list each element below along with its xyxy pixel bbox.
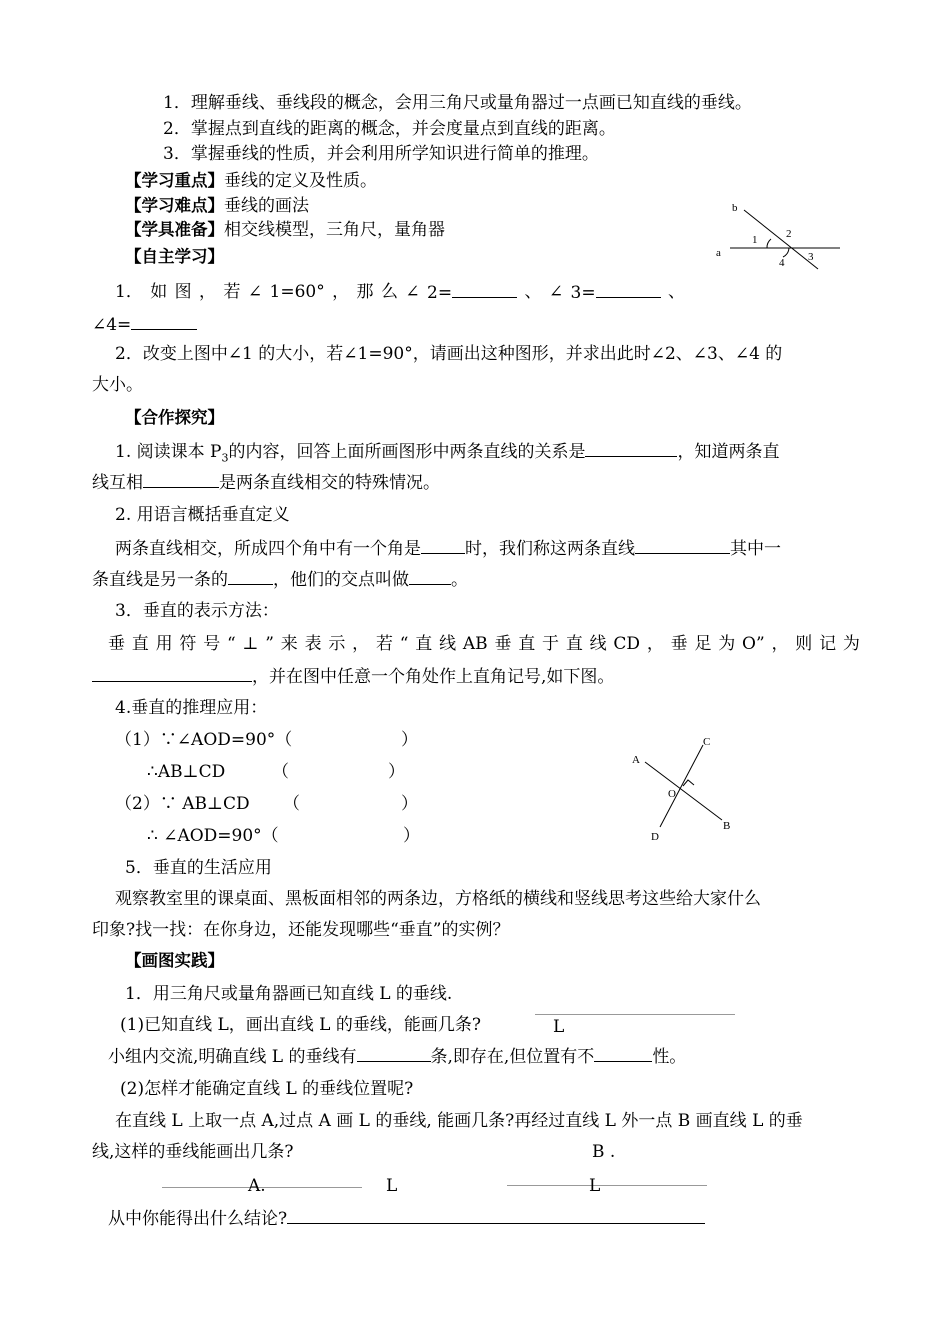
q1-part: 、: [668, 282, 685, 302]
label-L-1: L: [553, 1017, 565, 1037]
q1-part: 3=: [571, 281, 661, 304]
tools-label: 【学具准备】: [125, 220, 224, 239]
practice-q1: 1．用三角尺或量角器画已知直线 L 的垂线.: [125, 984, 453, 1004]
q1-part: 那: [356, 282, 374, 302]
coop-q1-line2: 线互相 是两条直线相交的特殊情况。: [92, 473, 440, 493]
reason-3: （2）∵ AB⊥CD: [115, 794, 250, 814]
key-point-text: 垂线的定义及性质。: [224, 171, 377, 191]
q1-part: 2=: [427, 281, 517, 304]
blank-angle-3[interactable]: [596, 281, 661, 298]
objective-3: 3．掌握垂线的性质，并会利用所学知识进行简单的推理。: [163, 144, 599, 164]
q1-part: ，: [199, 282, 217, 302]
blank-angle-4[interactable]: [131, 313, 197, 330]
practice-q1b-line2: 线,这样的垂线能画出几条?: [92, 1142, 294, 1162]
coop-q5-line1: 观察教室里的课桌面、黑板面相邻的两条边，方格纸的横线和竖线思考这些给大家什么: [115, 889, 761, 909]
angle-label-3: 3: [808, 251, 814, 263]
blank-mutually[interactable]: [143, 471, 219, 488]
q1-part: ∠: [247, 282, 263, 302]
line-L-3: [507, 1185, 707, 1186]
angle-arc-3: [783, 248, 789, 257]
coop-q1-line1: 1. 阅读课本 $P_3$的内容，回答上面所画图形中两条直线的关系是 ，知道两条直: [115, 442, 780, 465]
perpendicular-lines-figure: [620, 725, 750, 850]
q1-part: 1=60°: [269, 282, 325, 302]
reason-2: ∴AB⊥CD: [147, 762, 226, 782]
blank-property[interactable]: [594, 1045, 652, 1062]
coop-q4: 4.垂直的推理应用：: [115, 698, 268, 718]
angle-label-4: 4: [779, 257, 785, 269]
objective-2: 2．掌握点到直线的距离的概念，并会度量点到直线的距离。: [163, 119, 616, 139]
practice-heading: 【画图实践】: [125, 951, 224, 970]
difficulty: [125, 195, 309, 217]
label-b: b: [732, 202, 738, 214]
difficulty-label: 【学习难点】: [125, 196, 224, 215]
intersecting-lines-figure: [710, 196, 850, 272]
self-study-q2-line1: 2．改变上图中∠1 的大小，若∠1=90°，请画出这种图形，并求出此时∠2、∠3、∠4 的: [115, 344, 783, 364]
coop-q2: 2. 用语言概括垂直定义: [115, 505, 290, 525]
practice-q1b: (2)怎样才能确定直线 L 的垂线位置呢?: [120, 1079, 414, 1099]
blank-relation[interactable]: [585, 440, 677, 457]
tools: [125, 219, 445, 241]
blank-conclusion[interactable]: [287, 1207, 705, 1224]
key-point-label: 【学习重点】: [125, 171, 224, 190]
reason-1-close: ）: [401, 730, 418, 750]
label-D: D: [651, 831, 659, 843]
blank-foot[interactable]: [409, 568, 451, 585]
conclusion: 从中你能得出什么结论?: [108, 1207, 705, 1230]
self-study-q2-line2: 大小。: [92, 375, 143, 395]
q1-part: 若: [223, 282, 241, 302]
reason-4: ∴ ∠AOD=90°（: [147, 826, 279, 846]
point-A: A.: [248, 1176, 266, 1196]
self-study-q1: [115, 281, 685, 304]
label-L-2: L: [386, 1176, 398, 1196]
label-C: C: [703, 736, 711, 748]
coop-q2-line2: 条直线是另一条的 ，他们的交点叫做 。: [92, 570, 468, 590]
label-L-3: L: [589, 1176, 601, 1196]
self-study-q1-line2: ∠4=: [92, 313, 197, 336]
practice-q1a-line2: 小组内交流,明确直线 L 的垂线有 条,即存在,但位置有不 性。: [108, 1047, 687, 1067]
reason-4-close: ）: [403, 826, 420, 846]
q1-part: 么: [380, 282, 398, 302]
blank-angle-2[interactable]: [452, 281, 517, 298]
point-B: B .: [592, 1142, 616, 1162]
angle-arc-1: [767, 239, 771, 248]
line-cd: [660, 745, 703, 827]
line-ab: [645, 762, 722, 820]
coop-q5: 5．垂直的生活应用: [125, 858, 272, 878]
label-O: O: [668, 788, 676, 800]
reason-1: （1）∵∠AOD=90°（: [115, 730, 293, 750]
reason-3-open: （: [283, 794, 300, 814]
q1-part: 、: [524, 282, 542, 302]
coop-heading: 【合作探究】: [125, 408, 224, 427]
key-point: [125, 170, 377, 192]
blank-lines[interactable]: [635, 537, 730, 554]
reason-2-close: ）: [388, 762, 405, 782]
angle-label-2: 2: [786, 228, 792, 240]
angle-label-1: 1: [752, 234, 758, 246]
coop-q3-line1: 垂 直 用 符 号 “ ⊥ ” 来 表 示 ， 若 “ 直 线 AB 垂 直 于 直 线 CD ， 垂 足 为 O” ， 则 记 为: [108, 634, 860, 654]
objective-1: 1．理解垂线、垂线段的概念，会用三角尺或量角器过一点画已知直线的垂线。: [163, 93, 752, 113]
reason-2-open: （: [272, 762, 289, 782]
coop-q3: 3．垂直的表示方法：: [115, 601, 279, 621]
q1-part: 图: [174, 282, 192, 302]
coop-q3-line2: ，并在图中任意一个角处作上直角记号,如下图。: [92, 665, 614, 688]
blank-angle-type[interactable]: [421, 537, 465, 554]
practice-q1b-line1: 在直线 L 上取一点 A,过点 A 画 L 的垂线, 能画几条?再经过直线 L 外一点 B 画直线 L 的垂: [115, 1111, 803, 1131]
coop-q5-line2: 印象?找一找：在你身边，还能发现哪些“垂直”的实例？: [92, 920, 510, 940]
q1-part: ∠: [405, 282, 420, 302]
label-A: A: [632, 754, 640, 766]
q1-part: ∠: [548, 282, 564, 302]
difficulty-text: 垂线的画法: [224, 196, 309, 216]
self-study-heading: 【自主学习】: [125, 247, 224, 266]
q1-part: 如: [150, 282, 168, 302]
practice-q1a: (1)已知直线 L，画出直线 L 的垂线，能画几条?: [120, 1015, 481, 1035]
q1-part: 1．: [115, 282, 143, 302]
blank-perpendicular[interactable]: [228, 568, 273, 585]
blank-notation[interactable]: [92, 665, 252, 682]
line-L-1: [535, 1014, 735, 1015]
blank-count[interactable]: [357, 1045, 431, 1062]
coop-q2-line1: 两条直线相交，所成四个角中有一个角是 时，我们称这两条直线 其中一: [115, 539, 781, 559]
reason-3-close: ）: [401, 794, 418, 814]
label-B: B: [723, 820, 731, 832]
q1-part: ，: [332, 282, 350, 302]
label-a: a: [716, 247, 721, 259]
tools-text: 相交线模型，三角尺，量角器: [224, 220, 445, 240]
